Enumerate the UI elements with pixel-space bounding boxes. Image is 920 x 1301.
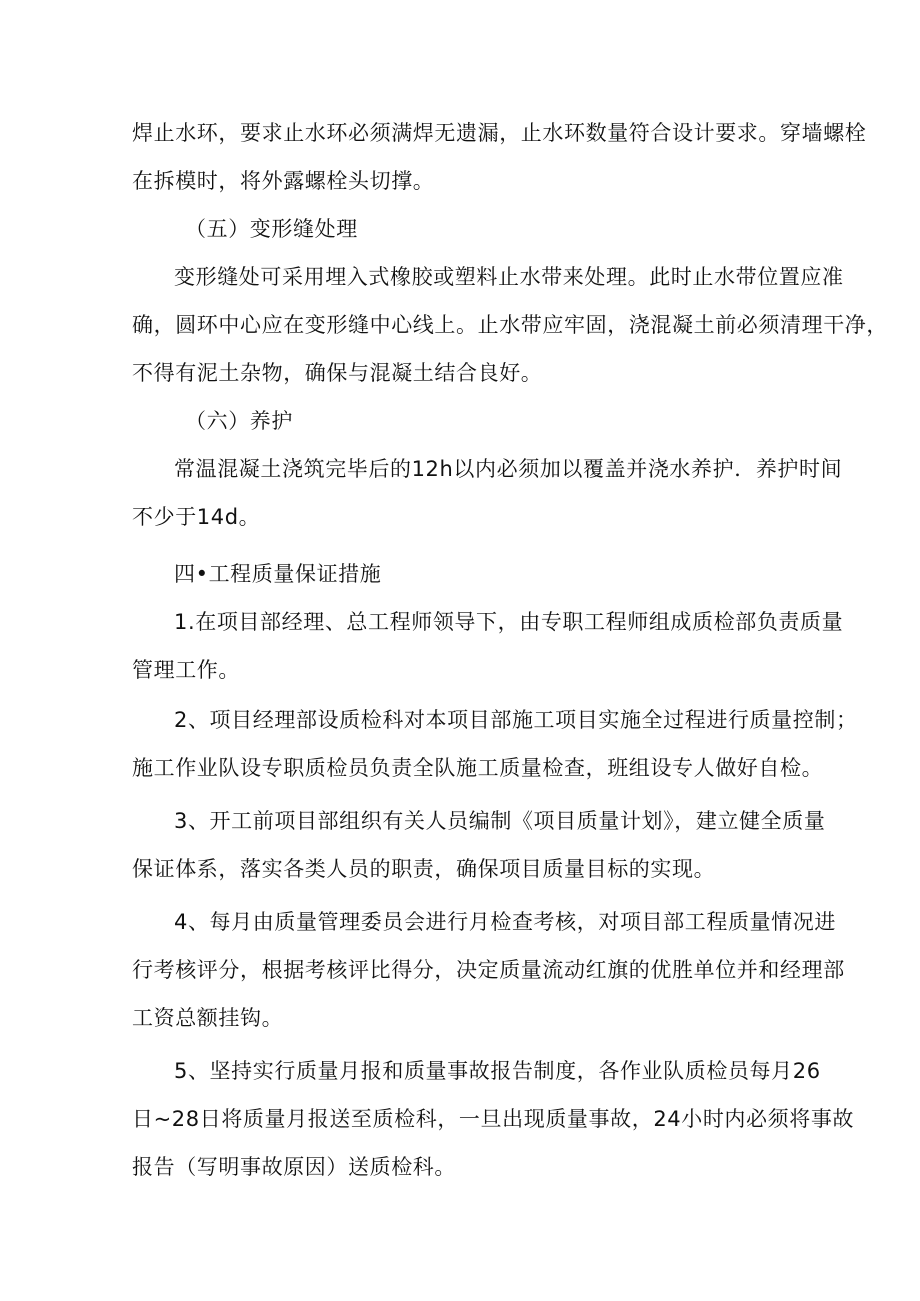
text-line: 不少于14d。 — [132, 505, 261, 529]
text-line: 焊止水环，要求止水环必须满焊无遗漏，止水环数量符合设计要求。穿墙螺栓 — [132, 121, 867, 145]
text-line: 报告（写明事故原因）送质检科。 — [132, 1155, 456, 1179]
text-line: 日~28日将质量月报送至质检科，一旦出现质量事故，24小时内必须将事故 — [132, 1107, 855, 1131]
text-line: 1.在项目部经理、总工程师领导下，由专职工程师组成质检部负责质量 — [174, 610, 844, 634]
text-line: 确，圆环中心应在变形缝中心线上。止水带应牢固，浇混凝土前必须清理干净， — [132, 313, 888, 337]
text-line: 5、坚持实行质量月报和质量事故报告制度，各作业队质检员每月26 — [174, 1059, 821, 1083]
text-line: 在拆模时，将外露螺栓头切撑。 — [132, 169, 435, 193]
text-line: 3、开工前项目部组织有关人员编制《项目质量计划》，建立健全质量 — [174, 809, 826, 833]
section-heading-6: （六）养护 — [185, 409, 293, 433]
text-line: 4、每月由质量管理委员会进行月检查考核，对项目部工程质量情况进 — [174, 910, 836, 934]
text-line: 变形缝处可采用埋入式橡胶或塑料止水带来处理。此时止水带位置应准 — [174, 265, 844, 289]
text-line: 管理工作。 — [132, 658, 240, 682]
text-line: 常温混凝土浇筑完毕后的12h以内必须加以覆盖并浇水养护．养护时间 — [174, 457, 843, 481]
text-line: 不得有泥土杂物，确保与混凝土结合良好。 — [132, 361, 543, 385]
section-heading-5: （五）变形缝处理 — [185, 217, 358, 241]
section-heading-4: 四•工程质量保证措施 — [174, 562, 382, 586]
text-line: 行考核评分，根据考核评比得分，决定质量流动红旗的优胜单位并和经理部 — [132, 958, 845, 982]
text-line: 工资总额挂钩。 — [132, 1006, 284, 1030]
text-line: 保证体系，落实各类人员的职责，确保项目质量目标的实现。 — [132, 857, 716, 881]
text-line: 施工作业队设专职质检员负责全队施工质量检查，班组设专人做好自检。 — [132, 756, 824, 780]
text-line: 2、项目经理部设质检科对本项目部施工项目实施全过程进行质量控制； — [174, 708, 858, 732]
